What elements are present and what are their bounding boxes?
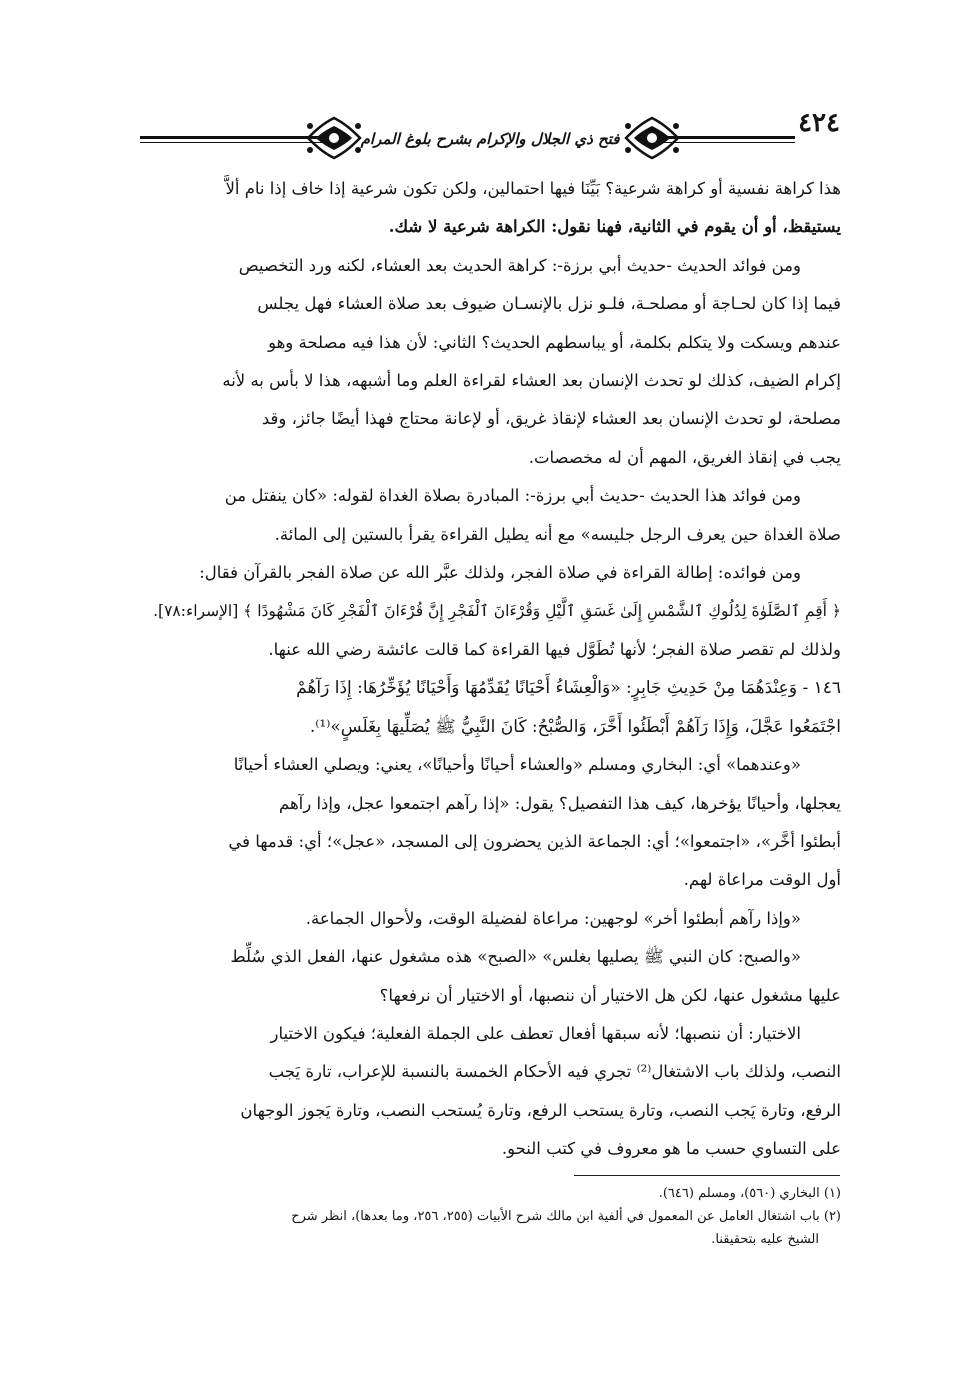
paragraph-8 bbox=[135, 1015, 841, 1169]
text-line: صلاة الغداة حين يعرف الرجل جليسه» مع أنه يطيل القراءة يقرأ بالستين إلى المائة. bbox=[274, 524, 841, 544]
text-line: «وإذا رآهم أبطئوا أخر» لوجهين: مراعاة لفضيلة الوقت، ولأحوال الجماعة. bbox=[305, 908, 801, 928]
paragraph-5 bbox=[135, 746, 841, 900]
text-line: يجب في إنقاذ الغريق، المهم أن له مخصصات. bbox=[528, 447, 841, 467]
text-line: هذا كراهة نفسية أو كراهة شرعية؟ بَيِّنَا فيها احتمالين، ولكن تكون شرعية إذا خاف إذا نام ألاَّ bbox=[225, 179, 841, 198]
text-line: إكرام الضيف، كذلك لو تحدث الإنسان بعد العشاء لقراءة العلم وما أشبهه، هذا لا بأس به لأنه bbox=[222, 371, 841, 391]
footnote-1: (١) البخاري (٥٦٠)، ومسلم (٦٤٦). bbox=[658, 1186, 841, 1201]
text-line: الاختيار: أن ننصبها؛ لأنه سبقها أفعال تعطف على الجملة الفعلية؛ فيكون الاختيار bbox=[270, 1023, 801, 1043]
text-line: فيما إذا كان لحـاجة أو مصلحـة، فلـو نزل بالإنسـان ضيوف بعد صلاة العشاء فهل يجلس bbox=[257, 294, 841, 314]
paragraph-2 bbox=[135, 247, 841, 477]
text-line: على التساوي حسب ما هو معروف في كتب النحو. bbox=[501, 1139, 841, 1159]
quran-verse: ﴿ أَقِمِ ٱلصَّلَوٰةَ لِدُلُوكِ ٱلشَّمْسِ إِلَىٰ غَسَقِ ٱلَّيْلِ وَقُرْءَانَ ٱلْفَجْرِ إِنَّ قُرْءَانَ ٱلْفَجْرِ كَانَ مَشْهُودًا ﴾ [الإسراء:٧٨]. bbox=[153, 602, 841, 621]
text-line: «والصبح: كان النبي ﷺ يصليها بغلس» «الصبح» هذه مشغول عنها، الفعل الذي سُلِّط bbox=[230, 947, 801, 967]
paragraph-1 bbox=[135, 170, 841, 247]
text-line: مصلحة، لو تحدث الإنسان بعد العشاء لإنقاذ غريق، أو لإعانة محتاج فهذا أيضًا جائز، وقد bbox=[261, 409, 841, 429]
page-header bbox=[140, 108, 840, 168]
paragraph-7 bbox=[135, 938, 841, 1015]
text-line: «وعندهما» أي: البخاري ومسلم «والعشاء أحيانًا وأحيانًا»، يعني: ويصلي العشاء أحيانًا bbox=[233, 755, 801, 775]
text-line: اجْتَمَعُوا عَجَّلَ، وَإِذَا رَآهُمْ أَبْطَئُوا أَخَّرَ، وَالصُّبْحُ: كَانَ النَّبِيُّ ﷺ يُصَلِّيهَا بِغَلَسٍ»⁽¹⁾. bbox=[309, 716, 841, 737]
paragraph-6 bbox=[135, 900, 841, 938]
text-line: أول الوقت مراعاة لهم. bbox=[683, 870, 841, 890]
text-line: ومن فوائد الحديث -حديث أبي برزة-: كراهة الحديث بعد العشاء، لكنه ورد التخصيص bbox=[238, 255, 801, 275]
footnote-2 bbox=[135, 1205, 841, 1251]
text-line: عندهم ويسكت ولا يتكلم بكلمة، أو يباسطهم الحديث؟ الثاني: لأن هذا فيه مصلحة وهو bbox=[268, 332, 841, 352]
body-text bbox=[135, 170, 841, 1169]
text-line: يستيقظ، أو أن يقوم في الثانية، فهنا نقول: الكراهة شرعية لا شك. bbox=[388, 217, 841, 237]
footnotes bbox=[135, 1182, 841, 1251]
text-line: عليها مشغول عنها، لكن هل الاختيار أن ننصبها، أو الاختيار أن نرفعها؟ bbox=[379, 985, 841, 1005]
text-line: الرفع، وتارة يَجب النصب، وتارة يستحب الرفع، وتارة يُستحب النصب، وتارة يَجوز الوجهان bbox=[240, 1100, 841, 1120]
text-line: (٢) باب اشتغال العامل عن المعمول في ألفية ابن مالك شرح الأبيات (٢٥٥، ٢٥٦، وما بعدها)، انظر شرح bbox=[291, 1209, 841, 1224]
hadith-text bbox=[135, 669, 841, 746]
page-number: ٤٢٤ bbox=[798, 108, 840, 138]
text-line: أبطئوا أخَّر»، «اجتمعوا»؛ أي: الجماعة الذين يحضرون إلى المسجد، «عجل»؛ أي: قدمها في bbox=[228, 831, 841, 851]
text-line: ومن فوائد هذا الحديث -حديث أبي برزة-: المبادرة بصلاة الغداة لقوله: «كان ينفتل من bbox=[224, 486, 801, 506]
text-line: النصب، ولذلك باب الاشتغال⁽²⁾ تجري فيه الأحكام الخمسة بالنسبة للإعراب، تارة يَجب bbox=[268, 1062, 841, 1082]
paragraph-4 bbox=[135, 554, 841, 669]
text-line: يعجلها، وأحيانًا يؤخرها، كيف هذا التفصيل؟ يقول: «إذا رآهم اجتمعوا عجل، وإذا رآهم bbox=[278, 793, 841, 813]
text-line: ومن فوائده: إطالة القراءة في صلاة الفجر، ولذلك عبَّر الله عن صلاة الفجر بالقرآن فقال: bbox=[199, 563, 801, 583]
ornament-right-icon bbox=[620, 114, 684, 162]
footnote-separator bbox=[574, 1175, 840, 1176]
text-line: الشيخ عليه بتحقيقنا. bbox=[711, 1232, 819, 1247]
paragraph-3 bbox=[135, 477, 841, 554]
running-title: فتح ذي الجلال والإكرام بشرح بلوغ المرام bbox=[360, 130, 620, 148]
text-line: ١٤٦ - وَعِنْدَهُمَا مِنْ حَدِيثِ جَابِرٍ: «وَالْعِشَاءُ أَحْيَانًا يُقَدِّمُهَا وَأَحْيَانًا يُؤَخِّرُهَا: إِذَا رَآهُمْ bbox=[296, 678, 841, 699]
text-line: ولذلك لم تقصر صلاة الفجر؛ لأنها تُطَوَّل فيها القراءة كما قالت عائشة رضي الله عنها. bbox=[268, 639, 841, 659]
